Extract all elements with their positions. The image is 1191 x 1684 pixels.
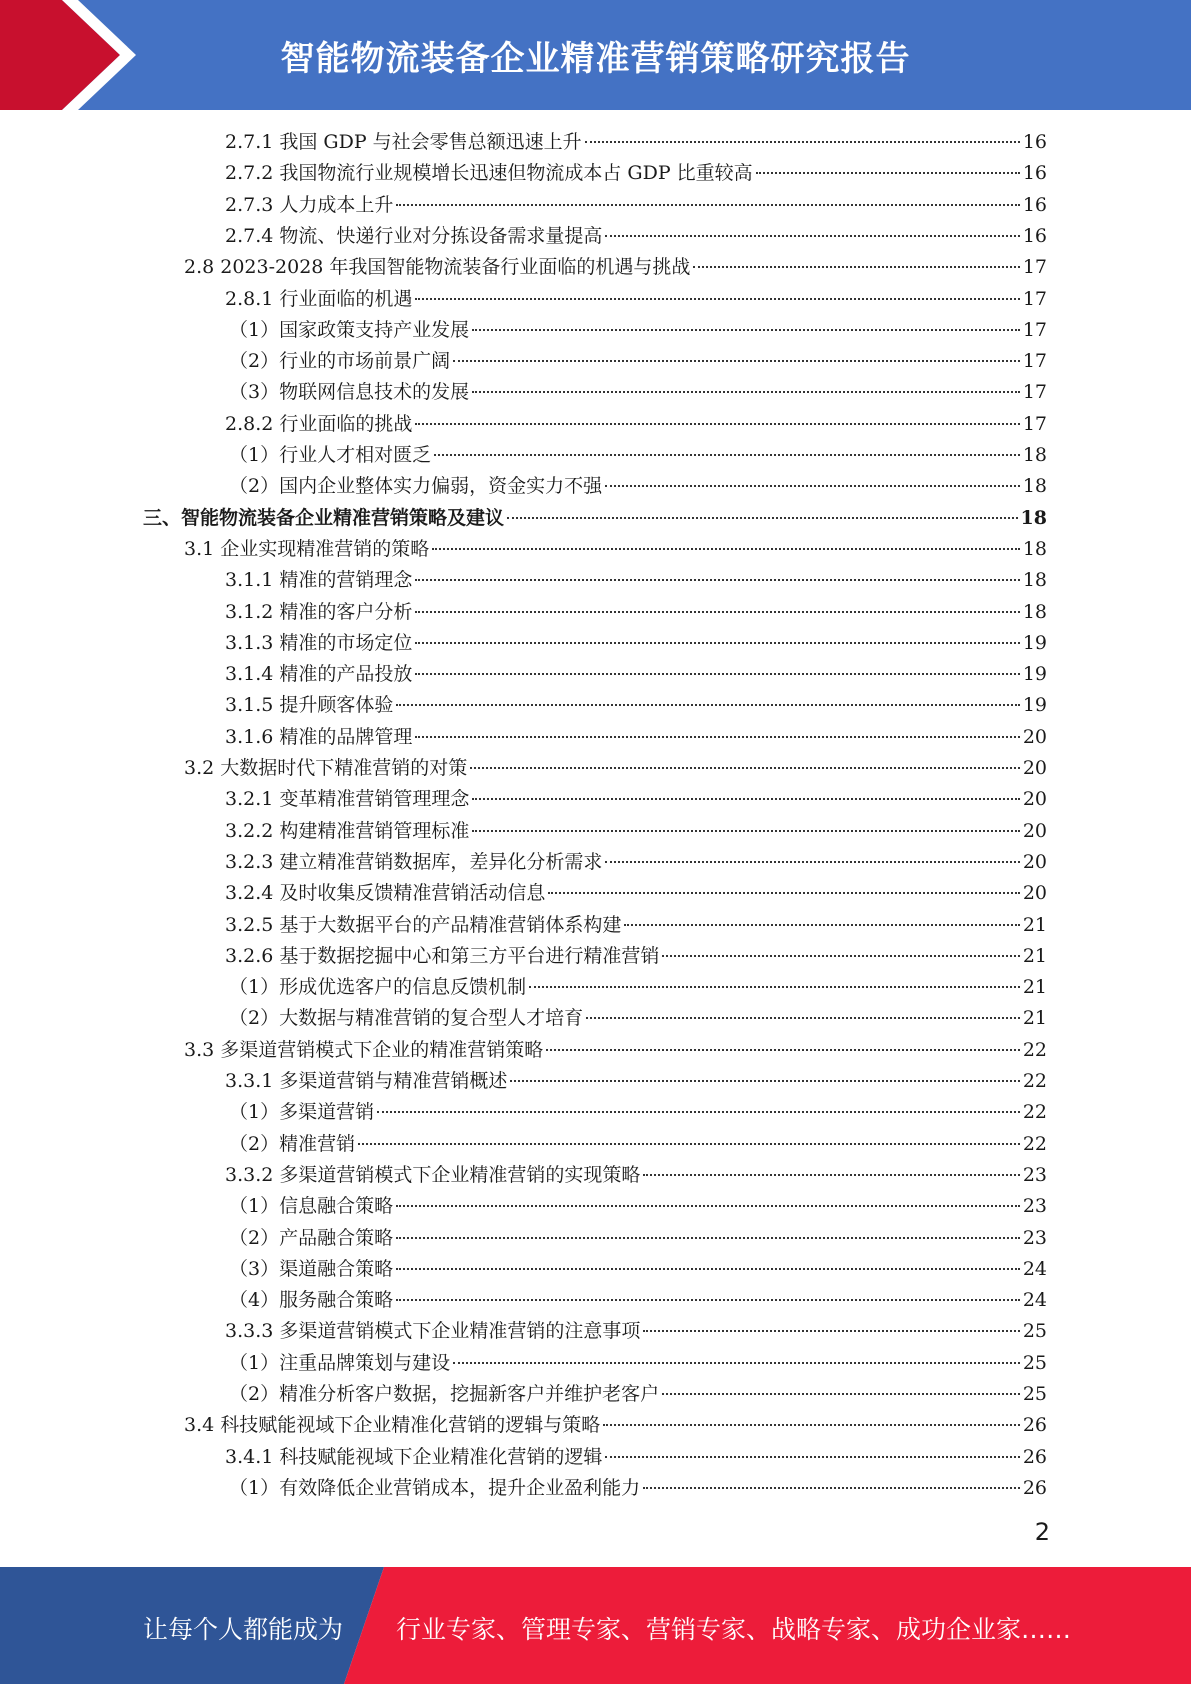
toc-entry[interactable] <box>225 158 1047 189</box>
toc-entry-title: 2.7.4 物流、快递行业对分拣设备需求量提高 <box>225 224 603 247</box>
toc-dot-leader <box>377 1111 1020 1113</box>
toc-dot-leader <box>470 767 1020 769</box>
toc-entry-title: 2.8.2 行业面临的挑战 <box>225 412 413 435</box>
toc-entry-page: 16 <box>1022 193 1047 216</box>
toc-dot-leader <box>396 1299 1020 1301</box>
toc-entry-page: 20 <box>1022 850 1047 873</box>
toc-dot-leader <box>432 548 1020 550</box>
toc-dot-leader <box>693 266 1019 268</box>
toc-entry[interactable] <box>225 628 1047 659</box>
toc-entry-title: 2.7.3 人力成本上升 <box>225 193 394 216</box>
toc-entry-page: 19 <box>1022 694 1047 717</box>
toc-dot-leader <box>510 1080 1019 1082</box>
toc-entry[interactable] <box>225 190 1047 221</box>
toc-entry-page: 21 <box>1022 944 1047 967</box>
toc-entry-title: 3.2.6 基于数据挖掘中心和第三方平台进行精准营销 <box>225 944 660 967</box>
toc-dot-leader <box>434 454 1020 456</box>
toc-dot-leader <box>507 517 1018 519</box>
toc-entry-page: 25 <box>1022 1383 1047 1405</box>
toc-dot-leader <box>643 1330 1019 1332</box>
toc-entry-title: 3.3.3 多渠道营销模式下企业精准营销的注意事项 <box>225 1320 641 1343</box>
toc-entry-title: 3.2.4 及时收集反馈精准营销活动信息 <box>225 882 546 905</box>
footer-slogan-right: 行业专家、管理专家、营销专家、战略专家、成功企业家…… <box>396 1615 1072 1644</box>
toc-entry-page: 20 <box>1022 788 1047 811</box>
toc-entry[interactable] <box>229 1473 1047 1504</box>
toc-entry-page: 17 <box>1022 256 1047 279</box>
toc-entry[interactable] <box>225 597 1047 628</box>
toc-entry[interactable] <box>225 784 1047 815</box>
toc-entry[interactable] <box>229 346 1047 377</box>
toc-entry-page: 26 <box>1022 1414 1047 1437</box>
toc-entry-page: 18 <box>1020 506 1047 529</box>
toc-entry[interactable] <box>229 1285 1047 1316</box>
toc-entry[interactable] <box>184 1035 1047 1066</box>
toc-dot-leader <box>529 986 1020 988</box>
toc-entry-page: 23 <box>1022 1195 1047 1218</box>
toc-entry-title: 3.2.3 建立精准营销数据库，差异化分析需求 <box>225 850 603 873</box>
toc-dot-leader <box>472 391 1020 393</box>
toc-dot-leader <box>396 1237 1020 1239</box>
toc-dot-leader <box>662 955 1019 957</box>
toc-entry-title: （1）国家政策支持产业发展 <box>229 318 470 341</box>
toc-entry-title: 3.2.2 构建精准营销管理标准 <box>225 819 470 842</box>
toc-dot-leader <box>756 172 1020 174</box>
toc-entry-title: 3.4.1 科技赋能视域下企业精准化营销的逻辑 <box>225 1445 603 1468</box>
toc-entry-title: （1）多渠道营销 <box>229 1101 375 1124</box>
toc-entry[interactable] <box>225 221 1047 252</box>
toc-entry[interactable] <box>225 409 1047 440</box>
toc-entry[interactable] <box>225 1316 1047 1347</box>
toc-dot-leader <box>586 1017 1020 1019</box>
toc-dot-leader <box>415 673 1019 675</box>
toc-entry-title: 3.1.4 精准的产品投放 <box>225 663 413 686</box>
document-title: 智能物流装备企业精准营销策略研究报告 <box>280 38 911 79</box>
toc-entry[interactable] <box>184 534 1047 565</box>
toc-entry-page: 18 <box>1022 444 1047 466</box>
toc-entry[interactable] <box>225 847 1047 878</box>
toc-entry-title: （1）信息融合策略 <box>229 1195 394 1218</box>
toc-entry[interactable] <box>229 1254 1047 1285</box>
toc-entry-title: （2）大数据与精准营销的复合型人才培育 <box>229 1007 584 1030</box>
toc-entry-page: 21 <box>1022 913 1047 936</box>
toc-dot-leader <box>472 830 1019 832</box>
toc-dot-leader <box>643 1487 1020 1489</box>
toc-dot-leader <box>415 611 1019 613</box>
toc-dot-leader <box>624 924 1019 926</box>
toc-entry-title: （2）精准营销 <box>229 1132 356 1155</box>
toc-entry-title: （2）行业的市场前景广阔 <box>229 350 451 373</box>
toc-dot-leader <box>603 1424 1020 1426</box>
toc-dot-leader <box>396 204 1019 206</box>
toc-dot-leader <box>415 736 1019 738</box>
toc-entry-title: 3.1.1 精准的营销理念 <box>225 569 413 592</box>
toc-dot-leader <box>605 1456 1019 1458</box>
toc-entry-title: 3.2.5 基于大数据平台的产品精准营销体系构建 <box>225 913 622 936</box>
page-number: 2 <box>1034 1518 1050 1546</box>
header-chevron-icon <box>0 0 150 110</box>
toc-entry-page: 17 <box>1022 318 1047 341</box>
toc-entry[interactable] <box>184 753 1047 784</box>
toc-entry-page: 26 <box>1022 1445 1047 1468</box>
toc-entry-title: （3）渠道融合策略 <box>229 1257 394 1280</box>
toc-entry-title: 3.1 企业实现精准营销的策略 <box>184 537 430 560</box>
toc-entry[interactable] <box>229 1097 1047 1128</box>
toc-entry-title: 3.1.3 精准的市场定位 <box>225 631 413 654</box>
toc-entry-page: 23 <box>1022 1226 1047 1249</box>
toc-entry-page: 21 <box>1022 976 1047 999</box>
toc-entry[interactable] <box>225 1066 1047 1097</box>
toc-entry-title: 2.8 2023-2028 年我国智能物流装备行业面临的机遇与挑战 <box>184 256 691 279</box>
toc-entry[interactable] <box>225 941 1047 972</box>
toc-entry[interactable] <box>229 377 1047 408</box>
toc-entry-page: 22 <box>1022 1101 1047 1124</box>
toc-entry-page: 18 <box>1022 537 1047 560</box>
toc-entry[interactable] <box>229 1223 1047 1254</box>
toc-entry[interactable] <box>143 503 1047 534</box>
toc-entry[interactable] <box>229 972 1047 1003</box>
toc-entry-title: 3.3.2 多渠道营销模式下企业精准营销的实现策略 <box>225 1163 641 1186</box>
toc-entry[interactable] <box>225 127 1047 158</box>
toc-entry[interactable] <box>229 1129 1047 1160</box>
toc-entry-title: 3.1.2 精准的客户分析 <box>225 600 413 623</box>
toc-entry-title: （1）行业人才相对匮乏 <box>229 444 432 466</box>
toc-entry-page: 20 <box>1022 757 1047 779</box>
toc-entry-title: 3.4 科技赋能视域下企业精准化营销的逻辑与策略 <box>184 1414 601 1437</box>
toc-entry[interactable] <box>229 1348 1047 1379</box>
toc-entry-page: 17 <box>1022 350 1047 373</box>
toc-entry-page: 23 <box>1022 1163 1047 1186</box>
toc-entry[interactable] <box>225 659 1047 690</box>
toc-entry-page: 16 <box>1022 131 1047 153</box>
toc-entry[interactable] <box>229 1003 1047 1034</box>
toc-dot-leader <box>396 1205 1020 1207</box>
toc-entry[interactable] <box>229 1379 1047 1410</box>
toc-entry-page: 19 <box>1022 631 1047 654</box>
toc-entry[interactable] <box>184 1410 1047 1441</box>
toc-dot-leader <box>472 329 1020 331</box>
toc-entry-page: 22 <box>1022 1070 1047 1092</box>
toc-entry-page: 21 <box>1022 1007 1047 1030</box>
toc-entry-page: 18 <box>1022 475 1047 498</box>
toc-entry-title: （1）注重品牌策划与建设 <box>229 1351 451 1374</box>
toc-dot-leader <box>415 298 1019 300</box>
toc-entry[interactable] <box>229 315 1047 346</box>
toc-entry-title: （3）物联网信息技术的发展 <box>229 381 470 404</box>
toc-dot-leader <box>472 798 1019 800</box>
toc-entry-page: 25 <box>1022 1351 1047 1374</box>
toc-entry-page: 26 <box>1022 1476 1047 1499</box>
toc-dot-leader <box>605 485 1020 487</box>
toc-entry-title: 3.2 大数据时代下精准营销的对策 <box>184 757 468 779</box>
toc-entry-page: 17 <box>1022 412 1047 435</box>
toc-dot-leader <box>415 423 1019 425</box>
toc-dot-leader <box>396 1268 1020 1270</box>
toc-entry[interactable] <box>225 284 1047 315</box>
toc-entry-title: （1）形成优选客户的信息反馈机制 <box>229 976 527 999</box>
toc-entry[interactable] <box>184 252 1047 283</box>
toc-entry[interactable] <box>229 440 1047 471</box>
toc-entry-page: 16 <box>1022 224 1047 247</box>
toc-entry-title: 2.8.1 行业面临的机遇 <box>225 287 413 310</box>
toc-entry-page: 19 <box>1022 663 1047 686</box>
toc-entry-page: 24 <box>1022 1257 1047 1280</box>
toc-dot-leader <box>453 360 1020 362</box>
toc-entry-title: 3.3.1 多渠道营销与精准营销概述 <box>225 1070 508 1092</box>
footer-slogan-left: 让每个人都能成为 <box>143 1615 344 1644</box>
toc-entry-page: 18 <box>1022 600 1047 623</box>
toc-entry-page: 25 <box>1022 1320 1047 1343</box>
toc-entry-page: 20 <box>1022 725 1047 748</box>
toc-dot-leader <box>662 1393 1020 1395</box>
toc-entry[interactable] <box>229 1191 1047 1222</box>
toc-dot-leader <box>546 1049 1020 1051</box>
toc-entry-page: 22 <box>1022 1038 1047 1061</box>
toc-entry-title: （1）有效降低企业营销成本，提升企业盈利能力 <box>229 1476 641 1499</box>
toc-entry-title: （2）产品融合策略 <box>229 1226 394 1249</box>
toc-entry-page: 22 <box>1022 1132 1047 1155</box>
toc-entry[interactable] <box>225 690 1047 721</box>
toc-dot-leader <box>358 1143 1020 1145</box>
toc-entry[interactable] <box>225 565 1047 596</box>
toc-dot-leader <box>643 1174 1019 1176</box>
toc-entry-title: （4）服务融合策略 <box>229 1289 394 1312</box>
toc-entry-title: 3.1.5 提升顾客体验 <box>225 694 394 717</box>
toc-dot-leader <box>453 1362 1020 1364</box>
toc-entry[interactable] <box>225 816 1047 847</box>
toc-entry-page: 20 <box>1022 819 1047 842</box>
toc-dot-leader <box>605 861 1019 863</box>
page-header <box>0 0 1191 110</box>
toc-entry[interactable] <box>229 471 1047 502</box>
toc-entry-page: 17 <box>1022 381 1047 404</box>
toc-entry-title: 2.7.2 我国物流行业规模增长迅速但物流成本占 GDP 比重较高 <box>225 162 753 185</box>
toc-entry-page: 24 <box>1022 1289 1047 1312</box>
toc-dot-leader <box>396 704 1019 706</box>
toc-entry-title: 3.3 多渠道营销模式下企业的精准营销策略 <box>184 1038 544 1061</box>
toc-entry-title: 3.1.6 精准的品牌管理 <box>225 725 413 748</box>
toc-entry-page: 16 <box>1022 162 1047 185</box>
toc-dot-leader <box>585 141 1020 143</box>
toc-entry-page: 17 <box>1022 287 1047 310</box>
toc-entry-title: （2）国内企业整体实力偏弱，资金实力不强 <box>229 475 603 498</box>
toc-entry[interactable] <box>225 1442 1047 1473</box>
toc-entry-title: 3.2.1 变革精准营销管理理念 <box>225 788 470 811</box>
toc-entry-title: 2.7.1 我国 GDP 与社会零售总额迅速上升 <box>225 131 582 153</box>
toc-entry[interactable] <box>225 878 1047 909</box>
toc-entry[interactable] <box>225 1160 1047 1191</box>
toc-dot-leader <box>415 579 1019 581</box>
toc-entry-title: 三、智能物流装备企业精准营销策略及建议 <box>143 506 505 529</box>
toc-entry-page: 20 <box>1022 882 1047 905</box>
toc-dot-leader <box>548 892 1019 894</box>
toc-dot-leader <box>605 235 1019 237</box>
toc-entry[interactable] <box>225 722 1047 753</box>
toc-entry-page: 18 <box>1022 569 1047 592</box>
toc-dot-leader <box>415 642 1019 644</box>
toc-entry-title: （2）精准分析客户数据，挖掘新客户并维护老客户 <box>229 1383 660 1405</box>
toc-entry[interactable] <box>225 910 1047 941</box>
